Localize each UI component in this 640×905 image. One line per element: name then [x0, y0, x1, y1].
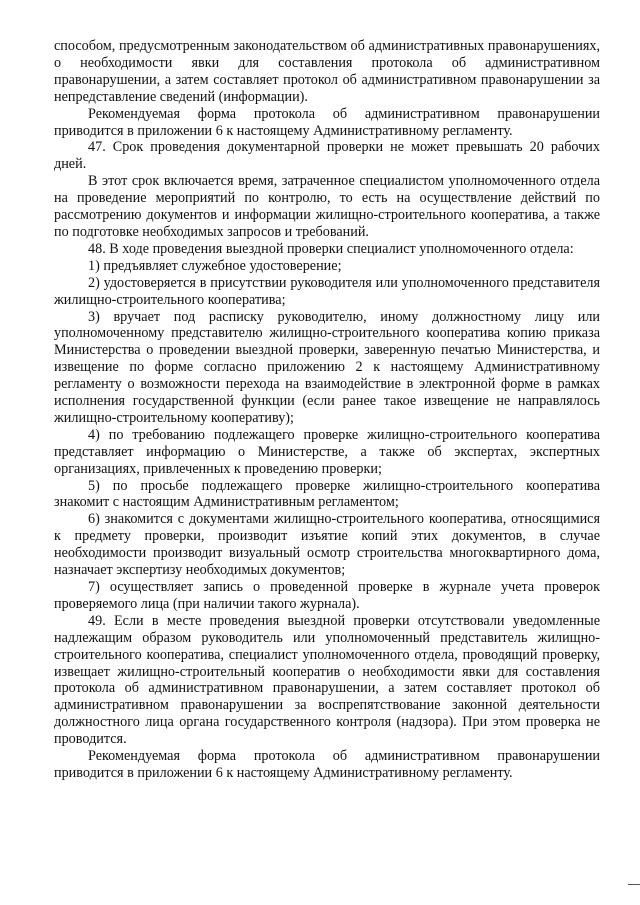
- paragraph-48: 48. В ходе проведения выездной проверки специалист уполномоченного отдела:: [88, 240, 574, 257]
- page-edge-mark: [628, 884, 640, 885]
- list-item-48-4: 4) по требованию подлежащего проверке жилищно-строительного кооператива представляет информацию о Министерстве, а также об экспертах, экспертных организациях, привлеченных к проведению проверки;: [54, 426, 600, 477]
- list-item-48-7: 7) осуществляет запись о проведенной проверке в журнале учета проверок проверяемого лица (при наличии такого журнала).: [54, 579, 600, 612]
- list-item-48-6: 6) знакомится с документами жилищно-строительного кооператива, относящимися к предмету проверки, производит изъятие копий этих документов, в случае необходимости производит визуальный осмотр строительства многоквартирного дома, назначает экспертизу необходимых документов;: [54, 511, 600, 579]
- list-item-48-5: 5) по просьбе подлежащего проверке жилищно-строительного кооператива знакомит с настоящим Административным регламентом;: [54, 477, 600, 511]
- paragraph-47-detail: В этот срок включается время, затраченное специалистом уполномоченного отдела на проведение мероприятий по контролю, то есть на осуществление действий по рассмотрению документов и информации жилищно-строительного кооператива, а также по подготовке необходимых запросов и требований.: [54, 173, 600, 240]
- paragraph-49: 49. Если в месте проведения выездной проверки отсутствовали уведомленные надлежащим образом руководитель или уполномоченный представитель жилищно-строительного кооператива, специалист уполномоченного отдела, проводящий проверку, извещает жилищно-строительный кооператив о необходимости явки для составления протокола об административном правонарушении, а затем составляет протокол об административном правонарушении за воспрепятствование законной деятельности должностного лица органа государственного контроля (надзора). При этом проверка не проводится.: [54, 612, 600, 748]
- list-item-48-2: 2) удостоверяется в присутствии руководителя или уполномоченного представителя жилищно-строительного кооператива;: [54, 274, 600, 308]
- paragraph-protocol-form-note-2: Рекомендуемая форма протокола об административном правонарушении приводится в приложении 6 к настоящему Административному регламенту.: [54, 748, 600, 781]
- paragraph-continuation: способом, предусмотренным законодательством об административных правонарушениях, о необходимости явки для составления протокола об административном правонарушении, а затем составляет протокол об административном правонарушении за непредставление сведений (информации).: [54, 38, 600, 105]
- paragraph-47: 47. Срок проведения документарной проверки не может превышать 20 рабочих дней.: [54, 139, 600, 173]
- document-body: [54, 38, 600, 782]
- list-item-48-1: 1) предъявляет служебное удостоверение;: [88, 257, 342, 274]
- paragraph-protocol-form-note: Рекомендуемая форма протокола об административном правонарушении приводится в приложении 6 к настоящему Административному регламенту.: [54, 105, 600, 139]
- list-item-48-3: 3) вручает под расписку руководителю, иному должностному лицу или уполномоченному представителю жилищно-строительного кооператива копию приказа Министерства о проведении выездной проверки, заверенную печатью Министерства, и извещение по форме согласно приложению 2 к настоящему Административному регламенту о возможности перехода на взаимодействие в электронной форме в рамках исполнения государственной функции (если ранее такое извещение не направлялось жилищно-строительному кооперативу);: [54, 308, 600, 426]
